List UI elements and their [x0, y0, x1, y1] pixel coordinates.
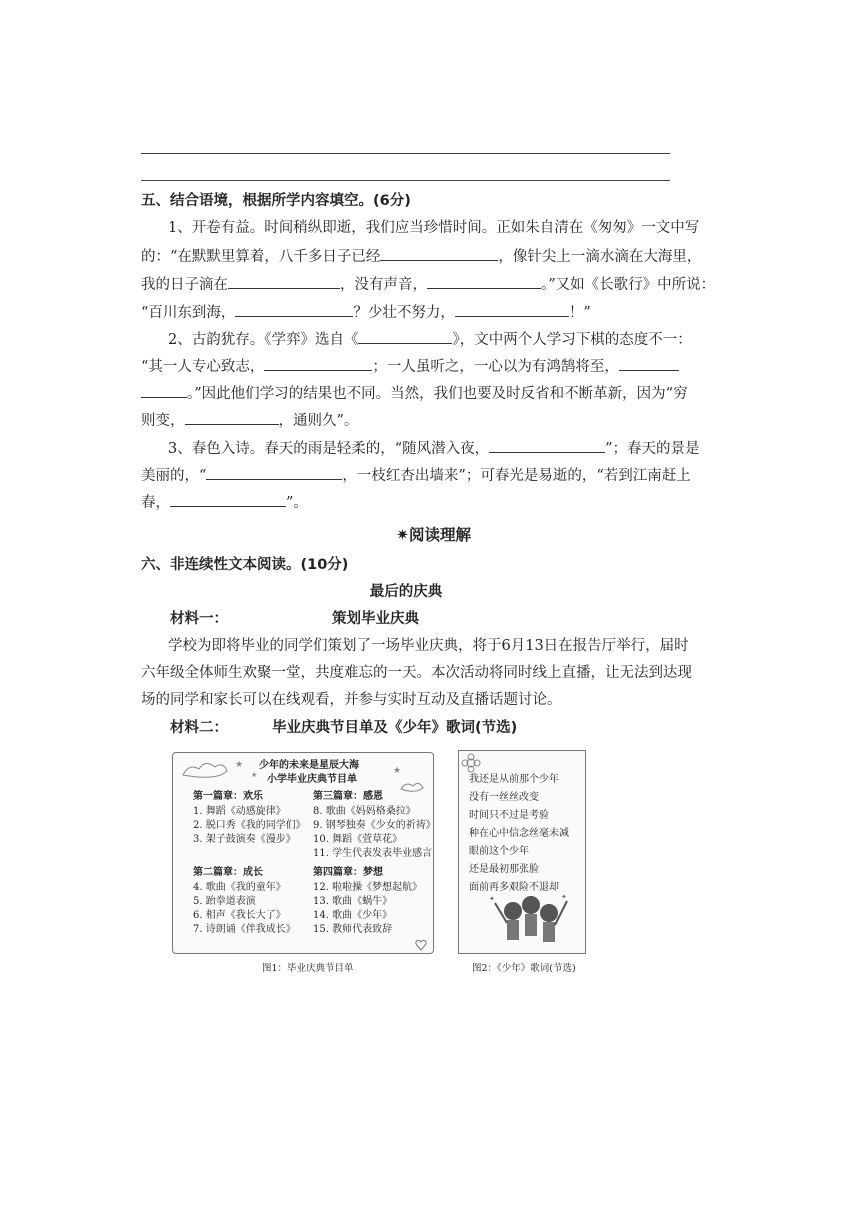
material1-label: 材料一：	[170, 611, 228, 627]
chapter-2: 第二篇章：成长	[193, 867, 263, 878]
section6-heading: 六、非连续性文本阅读。(10分)	[141, 557, 349, 573]
q2-text-2b: ；一人虽听之，一心以为有鸿鹄将至，	[372, 359, 619, 375]
q3-text-1b: ”；春天的景是	[605, 441, 700, 457]
q2-line4	[141, 410, 671, 431]
q3-line1	[168, 438, 698, 459]
answer-line-1	[141, 153, 670, 154]
q1-text-3b: ，没有声音，	[340, 277, 427, 293]
q3-line2	[141, 465, 691, 486]
program-item: 8. 歌曲《妈妈格桑拉》	[313, 806, 416, 817]
program-item: 12. 啦啦操《梦想起航》	[313, 882, 423, 893]
program-item: 4. 歌曲《我的童年》	[193, 882, 286, 893]
q1-line4	[141, 302, 671, 323]
blank-q3-2[interactable]	[206, 465, 342, 480]
blank-q2-3a[interactable]	[619, 356, 679, 371]
svg-text:★: ★	[235, 760, 244, 770]
program-item: 9. 钢琴独奏《少女的祈祷》	[313, 820, 436, 831]
blank-q1-3[interactable]	[427, 274, 541, 289]
heart-icon	[415, 939, 427, 951]
q3-text-2a: 美丽的，“	[141, 468, 207, 484]
blank-q1-5[interactable]	[455, 302, 569, 317]
chapter-4: 第四篇章：梦想	[313, 867, 383, 878]
article-title: 最后的庆典	[369, 584, 443, 600]
q2-line1	[168, 329, 698, 350]
program-item: 13. 歌曲《蜗牛》	[313, 896, 393, 907]
q1-text-2b: ，像针尖上一滴水滴在大海里，	[498, 249, 702, 265]
figure2-caption: 图2：《少年》歌词(节选)	[472, 963, 576, 974]
material2-header	[170, 718, 700, 738]
blank-q2-1[interactable]	[358, 329, 452, 344]
program-item: 6. 相声《我长大了》	[193, 910, 286, 921]
chapter-3: 第三篇章：感恩	[313, 791, 383, 802]
lyric-line: 还是最初那张脸	[469, 864, 539, 875]
lyric-line: 时间只不过是考验	[469, 810, 549, 821]
blank-q3-3[interactable]	[170, 492, 286, 507]
program-item: 14. 歌曲《少年》	[313, 910, 393, 921]
q1-text-1: 1、开卷有益。时间稍纵即逝，我们应当珍惜时间。正如朱自清在《匆匆》一文中写	[168, 220, 700, 236]
material2-label: 材料二：	[170, 720, 228, 736]
blank-q2-2[interactable]	[264, 356, 372, 371]
q1-line3	[141, 274, 716, 295]
figure1-caption: 图1：毕业庆典节目单	[262, 963, 354, 974]
program-item: 2. 脱口秀《我的同学们》	[193, 820, 306, 831]
q3-text-3b: ”。	[286, 495, 308, 511]
q2-text-4a: 则变，	[141, 413, 185, 429]
blank-q3-1[interactable]	[489, 438, 605, 453]
flower-decoration	[461, 753, 481, 773]
reading-section-title: ✷阅读理解	[396, 526, 471, 544]
svg-text:✦: ✦	[561, 893, 567, 901]
program-figure	[172, 752, 434, 954]
lyrics-figure	[458, 750, 586, 954]
q1-text-3a: 我的日子滴在	[141, 277, 228, 293]
q2-line3	[141, 383, 688, 404]
program-title-1: 少年的未来是星辰大海	[259, 760, 359, 771]
lyric-line: 种在心中信念丝毫未减	[469, 828, 569, 839]
answer-line-2	[141, 180, 670, 181]
program-title-2: 小学毕业庆典节目单	[267, 774, 357, 785]
q1-text-4b: ？少壮不努力，	[353, 305, 455, 321]
svg-text:★: ★	[393, 766, 402, 776]
q1-line2	[141, 246, 702, 267]
q1-text-4a: “百川东到海，	[141, 305, 236, 321]
program-item: 11. 学生代表发表毕业感言	[313, 848, 433, 859]
lyric-line: 没有一丝丝改变	[469, 792, 539, 803]
material1-para-3: 场的同学和家长可以在线观看，并参与实时互动及直播话题讨论。	[141, 692, 562, 708]
program-item: 1. 舞蹈《动感旋律》	[193, 806, 286, 817]
svg-text:✦: ✦	[489, 895, 495, 903]
q3-line3	[141, 492, 671, 513]
program-item: 15. 教师代表致辞	[313, 924, 393, 935]
q3-text-3a: 春，	[141, 495, 170, 511]
section5-heading: 五、结合语境，根据所学内容填空。(6分)	[141, 193, 411, 209]
q1-text-3c: 。”又如《长歌行》中所说：	[541, 277, 716, 293]
blank-q2-4[interactable]	[185, 410, 279, 425]
material1-para-1: 学校为即将毕业的同学们策划了一场毕业庆典，将于6月13日在报告厅举行，届时	[168, 638, 689, 654]
chapter-1: 第一篇章：欢乐	[193, 791, 263, 802]
q2-text-2a: “其一人专心致志，	[141, 359, 265, 375]
blank-q2-3b[interactable]	[141, 383, 187, 398]
material1-title: 策划毕业庆典	[332, 611, 419, 627]
program-item: 5. 跆拳道表演	[193, 896, 256, 907]
q2-text-3a: 。”因此他们学习的结果也不同。当然，我们也要及时反省和不断革新，因为“穷	[187, 386, 688, 402]
q2-line2	[141, 356, 671, 377]
q2-text-1b: 》，文中两个人学习下棋的态度不一：	[452, 332, 692, 348]
program-item: 3. 架子鼓演奏《漫步》	[193, 834, 296, 845]
q3-text-1a: 3、春色入诗。春天的雨是轻柔的，“随风潜入夜，	[168, 441, 490, 457]
program-item: 7. 诗朗诵《伴我成长》	[193, 924, 296, 935]
q1-text-2a: 的：“在默默里算着，八千多日子已经	[141, 249, 381, 265]
material1-para-2: 六年级全体师生欢聚一堂，共度难忘的一天。本次活动将同时线上直播，让无法到达现	[141, 665, 692, 681]
material1-header	[170, 609, 700, 629]
svg-text:★: ★	[251, 771, 258, 779]
material2-title: 毕业庆典节目单及《少年》歌词(节选)	[272, 720, 518, 736]
blank-q1-1[interactable]	[380, 246, 498, 261]
q1-text-4c: ！”	[568, 305, 591, 321]
q1-line1	[168, 218, 698, 238]
q2-text-4b: ，通则久”。	[278, 413, 359, 429]
blank-q1-4[interactable]	[235, 302, 353, 317]
blank-q1-2[interactable]	[228, 274, 340, 289]
program-item: 10. 舞蹈《萱草花》	[313, 834, 403, 845]
lyric-line: 眼前这个少年	[469, 846, 529, 857]
lyric-line: 面前再多艰险不退却	[469, 882, 559, 893]
q3-text-2b: ，一枝红杏出墙来”；可春光是易逝的，“若到江南赶上	[342, 468, 691, 484]
lyric-line: 我还是从前那个少年	[469, 774, 559, 785]
children-illustration	[483, 891, 573, 951]
q2-text-1a: 2、古韵犹存。《学弈》选自《	[168, 332, 359, 348]
